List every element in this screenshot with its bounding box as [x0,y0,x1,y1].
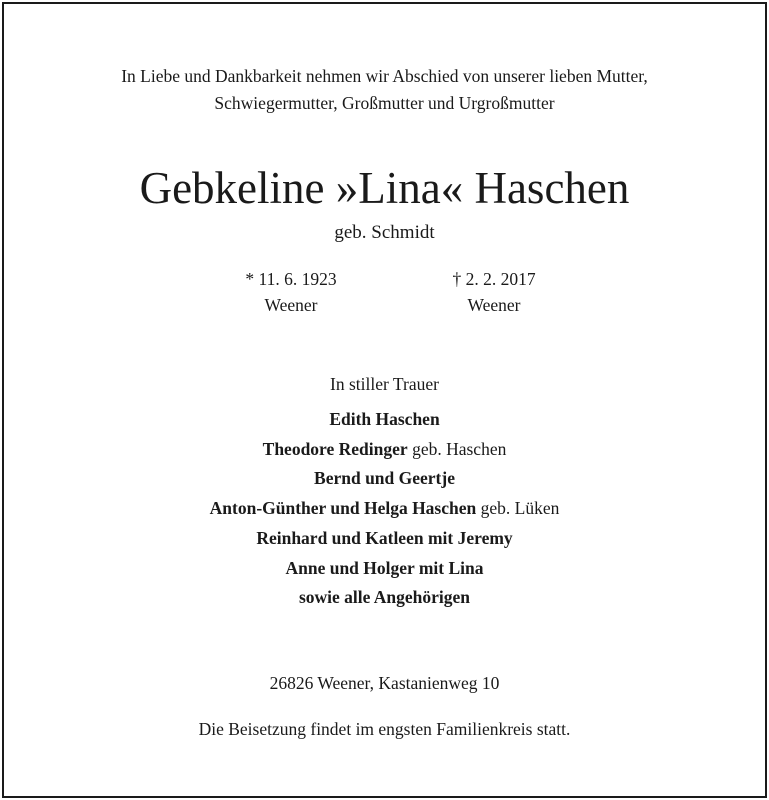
mourner-names: Anton-Günther und Helga Haschen [209,498,477,519]
mourner-names: Theodore Redinger [262,438,408,459]
maiden-name: geb. Schmidt [334,222,435,243]
mourning-label: In stiller Trauer [330,374,439,394]
mourner-row [0,494,769,524]
address: 26826 Weener, Kastanienweg 10 [269,673,500,693]
mourner-row [0,583,769,613]
birth-info [211,266,371,318]
mourner-names: Bernd und Geertje [314,468,455,489]
burial-note: Die Beisetzung findet im engsten Familienkreis statt. [198,719,571,739]
mourner-suffix: geb. Lüken [476,498,560,519]
mourner-row [0,435,769,465]
mourner-suffix: geb. Haschen [407,438,507,459]
mourner-names: sowie alle Angehörigen [298,587,471,608]
death-place: Weener [467,295,521,315]
death-info [414,266,574,318]
mourner-row [0,405,769,435]
mourner-row [0,524,769,554]
mourner-row [0,554,769,584]
intro-text [0,63,769,117]
mourners-list [0,405,769,613]
intro-line: In Liebe und Dankbarkeit nehmen wir Abschied von unserer lieben Mutter, [121,66,648,86]
mourner-names: Anne und Holger mit Lina [285,557,484,578]
intro-line: Schwiegermutter, Großmutter und Urgroßmutter [214,93,555,113]
birth-date: * 11. 6. 1923 [245,269,337,289]
mourner-row [0,464,769,494]
mourner-names: Reinhard und Katleen mit Jeremy [256,527,513,548]
death-date: † 2. 2. 2017 [452,269,536,289]
birth-place: Weener [264,295,318,315]
deceased-name: Gebkeline »Lina« Haschen [139,163,630,213]
mourner-names: Edith Haschen [329,409,440,429]
